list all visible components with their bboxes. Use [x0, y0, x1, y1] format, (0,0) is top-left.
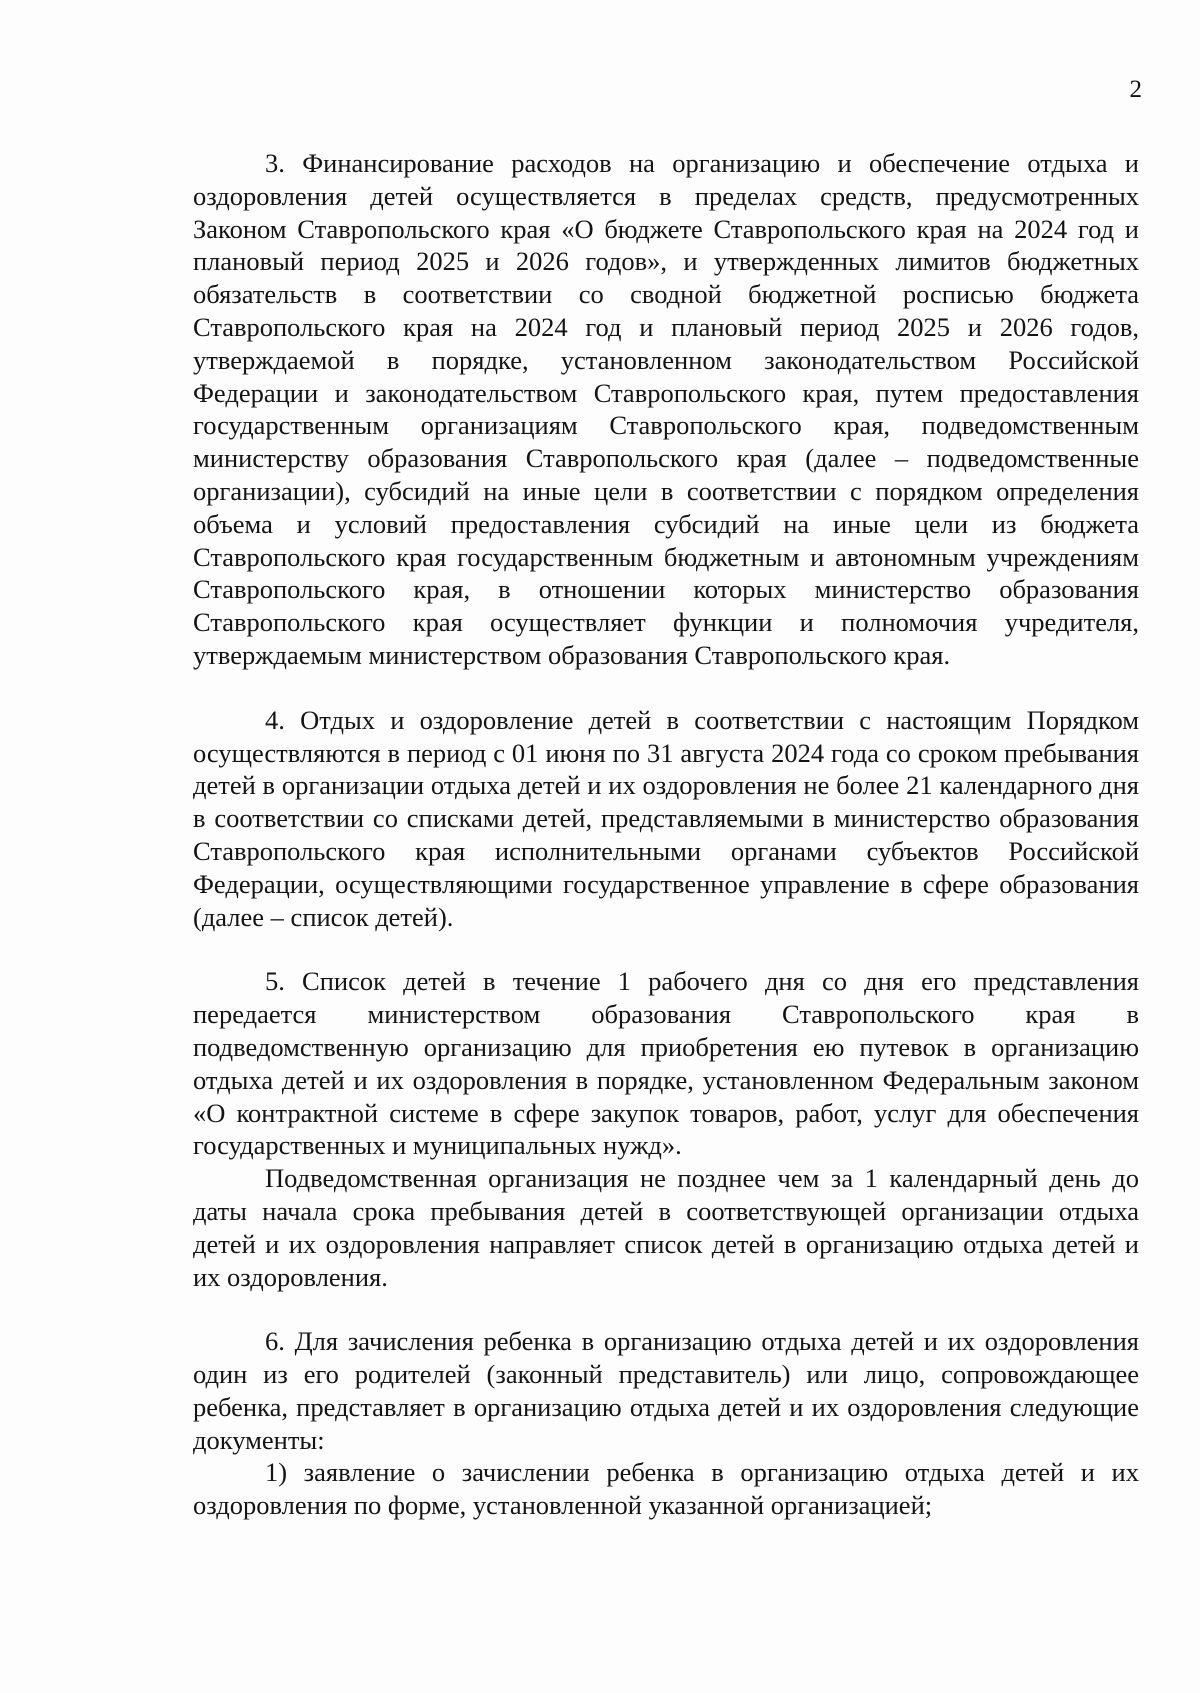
paragraph-4-period: 4. Отдых и оздоровление детей в соответствии с настоящим Порядком осуществляются в период с 01 июня по 31 августа 2024 года со сроком пребывания детей в организации отдыха детей и их оздоровления не более 21 календарного дня в соответствии со списками детей, представляемыми в министерство образования Ставропольского края исполнительными органами субъектов Российской Федерации, осуществляющими государственное управление в сфере образования (далее – список детей).: [193, 704, 1139, 932]
paragraph-3-financing: 3. Финансирование расходов на организацию и обеспечение отдыха и оздоровления детей осуществляется в пределах средств, предусмотренных Законом Ставропольского края «О бюджете Ставропольского края на 2024 год и плановый период 2025 и 2026 годов», и утвержденных лимитов бюджетных обязательств в соответствии со сводной бюджетной росписью бюджета Ставропольского края на 2024 год и плановый период 2025 и 2026 годов, утверждаемой в порядке, установленном законодательством Российской Федерации и законодательством Ставропольского края, путем предоставления государственным организациям Ставропольского края, подведомственным министерству образования Ставропольского края (далее – подведомственные организации), субсидий на иные цели в соответствии с порядком определения объема и условий предоставления субсидий на иные цели из бюджета Ставропольского края государственным бюджетным и автономным учреждениям Ставропольского края, в отношении которых министерство образования Ставропольского края осуществляет функции и полномочия учредителя, утверждаемым министерством образования Ставропольского края.: [193, 148, 1139, 670]
paragraph-5-subordinate-org: Подведомственная организация не позднее чем за 1 календарный день до даты начала срока пребывания детей в соответствующей организации отдыха детей и их оздоровления направляет список детей в организацию отдыха детей и их оздоровления.: [193, 1163, 1139, 1292]
paragraph-6-enrollment: 6. Для зачисления ребенка в организацию отдыха детей и их оздоровления один из его родителей (законный представитель) или лицо, сопровождающее ребенка, представляет в организацию отдыха детей и их оздоровления следующие документы:: [193, 1326, 1139, 1455]
paragraph-6-item-1: 1) заявление о зачислении ребенка в организацию отдыха детей и их оздоровления по форме, установленной указанной организацией;: [193, 1457, 1139, 1521]
page-number: 2: [1129, 76, 1142, 103]
paragraph-5-children-list: 5. Список детей в течение 1 рабочего дня со дня его представления передается министерством образования Ставропольского края в подведомственную организацию для приобретения ею путевок в организацию отдыха детей и их оздоровления в порядке, установленном Федеральным законом «О контрактной системе в сфере закупок товаров, работ, услуг для обеспечения государственных и муниципальных нужд».: [193, 966, 1139, 1161]
document-body: [193, 147, 1139, 1522]
